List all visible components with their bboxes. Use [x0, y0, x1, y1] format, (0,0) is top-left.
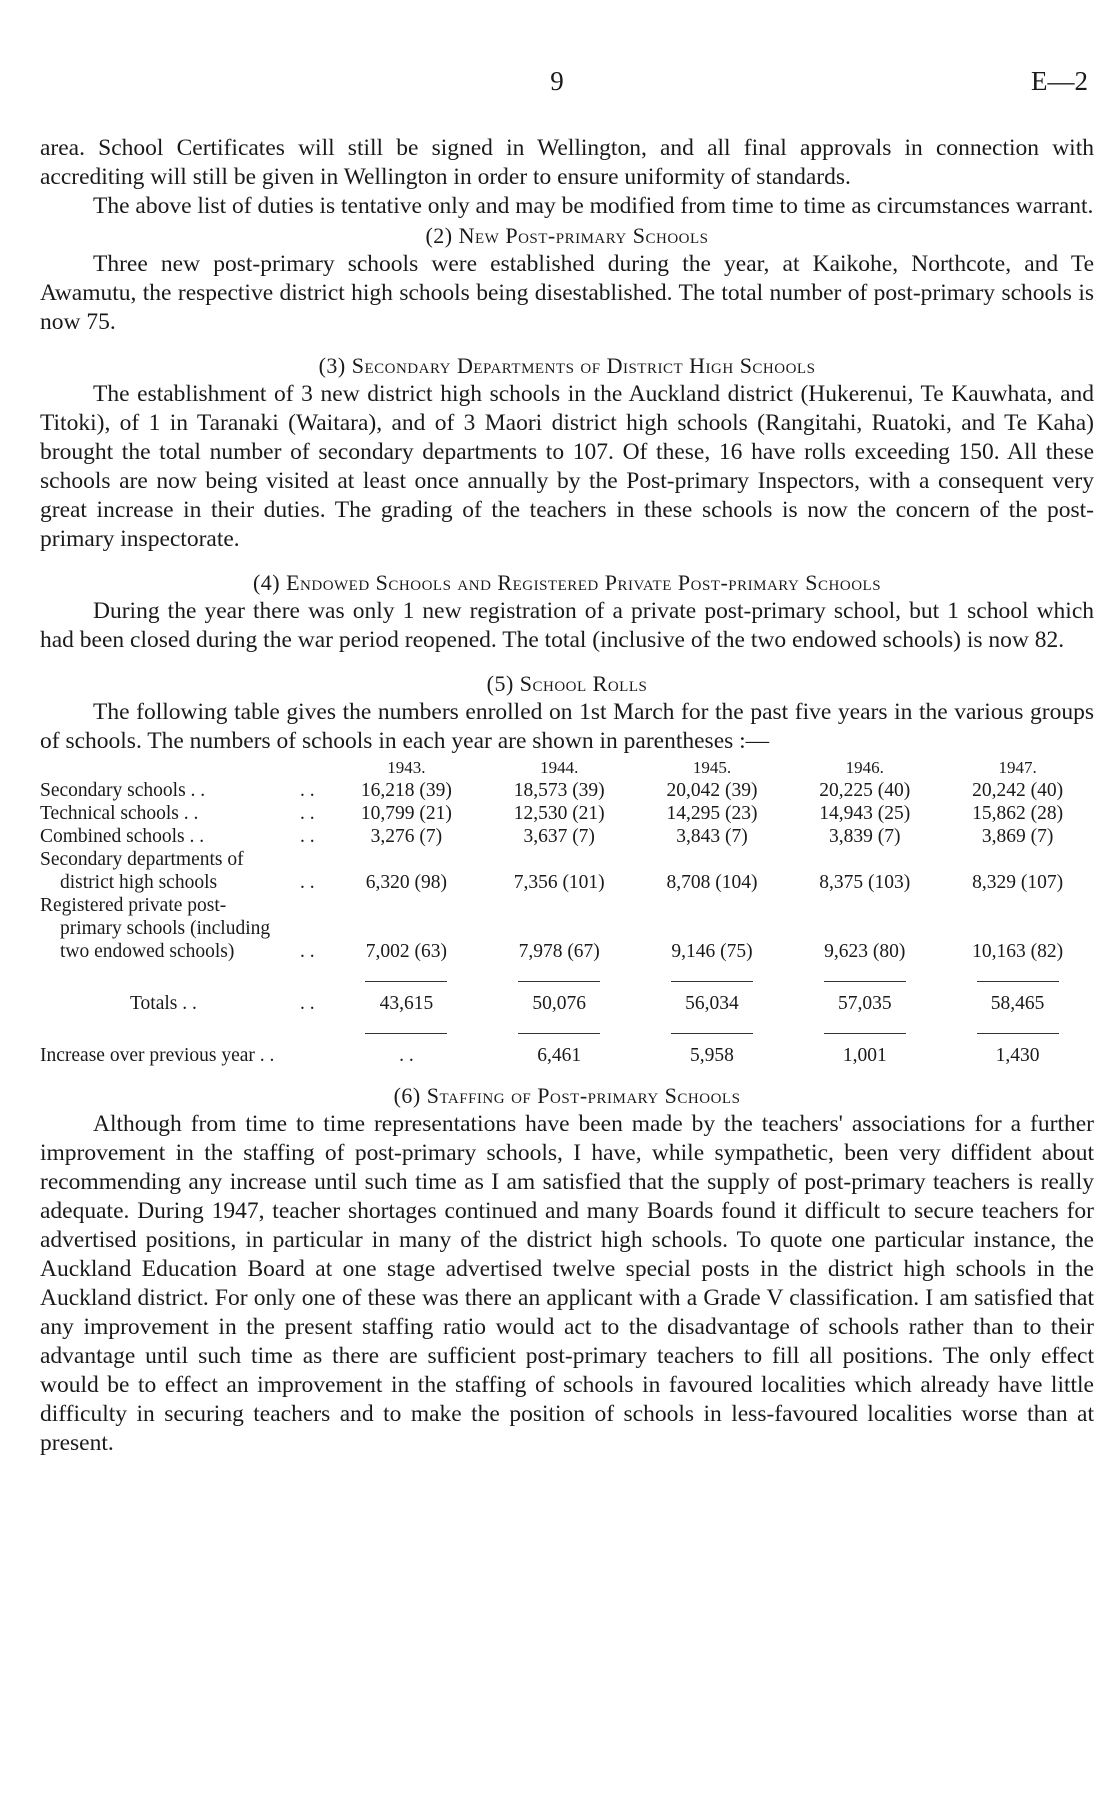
- row-label-line: district high schools: [60, 872, 218, 893]
- row-label-line: two endowed schools): [60, 941, 235, 962]
- row-dots: . .: [300, 993, 315, 1014]
- row-label: [40, 848, 300, 894]
- increase-row: [40, 1044, 1094, 1067]
- table-row: [40, 779, 1094, 802]
- table-cell: 15,862 (28): [972, 803, 1064, 824]
- table-cell: 6,320 (98): [365, 872, 448, 893]
- table-cell: 20,242 (40): [972, 780, 1064, 801]
- year-header: 1944.: [540, 758, 579, 777]
- table-cell: 57,035: [837, 993, 892, 1014]
- row-label: Technical schools . .: [40, 803, 199, 824]
- section-heading-secondary-departments: (3) Secondary Departments of District High Schools: [318, 353, 816, 378]
- rule-line: [365, 1033, 447, 1034]
- year-header: 1943.: [387, 758, 426, 777]
- table-cell: 3,637 (7): [523, 826, 595, 847]
- section-heading-new-post-primary: (2) New Post-primary Schools: [425, 223, 709, 248]
- totals-row: [40, 992, 1094, 1015]
- table-rule-row: [40, 963, 1094, 992]
- table-cell: 3,869 (7): [981, 826, 1054, 847]
- section-text-staffing: Although from time to time representations have been made by the teachers' associations for a further improvement in the staffing of post-primary schools, I have, while sympathetic, been very diffident about recommending any increase until such time as I am satisfied that the supply of post-primary teachers is really adequate. During 1947, teacher shortages continued and many Boards found it difficult to secure teachers for advertised positions, in particular in many of the district high schools. To quote one particular instance, the Auckland Education Board at one stage advertised twelve special posts in the district high schools in the Auckland district. For only one of these was there an applicant with a Grade V classification. I am satisfied that any improvement in the present staffing ratio would act to the disadvantage of schools rather than to their advantage until such time as there are sufficient post-primary teachers to fill all positions. The only effect would be to effect an improvement in the staffing of schools in favoured localities which already have little difficulty in securing teachers and to make the position of schools in less-favoured localities worse than at present.: [40, 1111, 1094, 1456]
- table-cell: 1,430: [995, 1045, 1040, 1066]
- table-cell: 3,843 (7): [676, 826, 748, 847]
- school-rolls-table: [40, 756, 1094, 1067]
- table-cell: 7,356 (101): [513, 872, 605, 893]
- table-cell: 43,615: [379, 993, 434, 1014]
- table-row: [40, 802, 1094, 825]
- intro-paragraph-1: area. School Certificates will still be signed in Wellington, and all final approvals in connection with accrediting will still be given in Wellington in order to ensure uniformity of standards.: [40, 135, 1094, 190]
- table-header-row: [40, 756, 1094, 779]
- section-text-secondary-departments: The establishment of 3 new district high schools in the Auckland district (Hukerenui, Te Kauwhata, and Titoki), of 1 in Taranaki (Waitara), and of 3 Maori district high schools (Rangitahi, Ruatoki, and Te Kaha) brought the total number of secondary departments to 107. Of these, 16 have rolls exceeding 150. All these schools are now being visited at least once annually by the Post-primary Inspectors, with a consequent very great increase in their duties. The grading of the teachers in these schools is now the concern of the post-primary inspectorate.: [40, 381, 1094, 552]
- row-dots: . .: [300, 872, 315, 893]
- row-dots: . .: [300, 803, 315, 824]
- table-cell: 5,958: [690, 1045, 734, 1066]
- year-header: 1946.: [845, 758, 884, 777]
- rule-line: [977, 981, 1059, 982]
- table-cell: 56,034: [685, 993, 739, 1014]
- totals-label: Totals . .: [130, 993, 197, 1014]
- table-cell: 8,375 (103): [819, 872, 911, 893]
- intro-paragraph-2: The above list of duties is tentative only and may be modified from time to time as circumstances warrant.: [93, 193, 1094, 219]
- table-cell: 18,573 (39): [513, 780, 605, 801]
- rule-line: [824, 981, 906, 982]
- year-header: 1947.: [998, 758, 1037, 777]
- row-dots: . .: [300, 780, 315, 801]
- table-cell: 14,943 (25): [819, 803, 911, 824]
- rule-line: [518, 981, 600, 982]
- row-dots: . .: [300, 826, 315, 847]
- table-row: [40, 825, 1094, 848]
- row-label: Secondary schools . .: [40, 780, 206, 801]
- table-cell: 10,163 (82): [972, 941, 1064, 962]
- table-cell: 14,295 (23): [666, 803, 758, 824]
- row-label: [40, 894, 300, 963]
- section-heading-endowed-schools: (4) Endowed Schools and Registered Private Post-primary Schools: [252, 570, 882, 595]
- row-label-line: Secondary departments of: [40, 849, 244, 870]
- table-cell: 8,329 (107): [972, 872, 1064, 893]
- table-cell: 10,799 (21): [360, 803, 452, 824]
- table-cell: 20,225 (40): [819, 780, 911, 801]
- year-header: 1945.: [692, 758, 732, 777]
- rule-line: [671, 1033, 753, 1034]
- row-label-line: primary schools (including: [60, 918, 271, 939]
- table-cell: 12,530 (21): [513, 803, 605, 824]
- table-cell: 8,708 (104): [666, 872, 758, 893]
- table-cell: 9,623 (80): [824, 941, 906, 962]
- table-rule-row: [40, 1015, 1094, 1044]
- row-dots: . .: [300, 941, 315, 962]
- rule-line: [977, 1033, 1059, 1034]
- table-cell: 1,001: [842, 1045, 887, 1066]
- table-cell: 9,146 (75): [671, 941, 753, 962]
- table-cell: . .: [399, 1045, 414, 1066]
- row-label: Combined schools . .: [40, 826, 205, 847]
- table-cell: 7,978 (67): [518, 941, 600, 962]
- table-cell: 3,839 (7): [829, 826, 901, 847]
- rule-line: [671, 981, 753, 982]
- section-text-school-rolls: The following table gives the numbers enrolled on 1st March for the past five years in the various groups of schools. The numbers of schools in each year are shown in parentheses :—: [40, 699, 1094, 754]
- table-cell: 6,461: [537, 1045, 582, 1066]
- row-label-line: Registered private post-: [40, 895, 227, 916]
- section-heading-staffing: (6) Staffing of Post-primary Schools: [393, 1083, 741, 1108]
- rule-line: [824, 1033, 906, 1034]
- table-cell: 7,002 (63): [365, 941, 448, 962]
- table-cell: 3,276 (7): [370, 826, 443, 847]
- table-cell: 50,076: [532, 993, 586, 1014]
- table-cell: 58,465: [990, 993, 1045, 1014]
- increase-label: Increase over previous year . .: [40, 1045, 275, 1066]
- section-text-endowed-schools: During the year there was only 1 new registration of a private post-primary school, but 1 school which had been closed during the war period reopened. The total (inclusive of the two endowed schools) is now 82.: [40, 598, 1094, 653]
- table-row: [40, 894, 1094, 963]
- table-cell: 16,218 (39): [360, 780, 452, 801]
- page-body: [40, 60, 1094, 1458]
- table-cell: 20,042 (39): [666, 780, 758, 801]
- section-heading-school-rolls: (5) School Rolls: [486, 671, 648, 696]
- page-number: 9: [550, 66, 564, 96]
- document-code: E—2: [1031, 66, 1088, 96]
- section-text-new-post-primary: Three new post-primary schools were established during the year, at Kaikohe, Northcote, and Te Awamutu, the respective district high schools being disestablished. The total number of post-primary schools is now 75.: [40, 251, 1094, 335]
- rule-line: [518, 1033, 600, 1034]
- table-row: [40, 848, 1094, 894]
- rule-line: [365, 981, 447, 982]
